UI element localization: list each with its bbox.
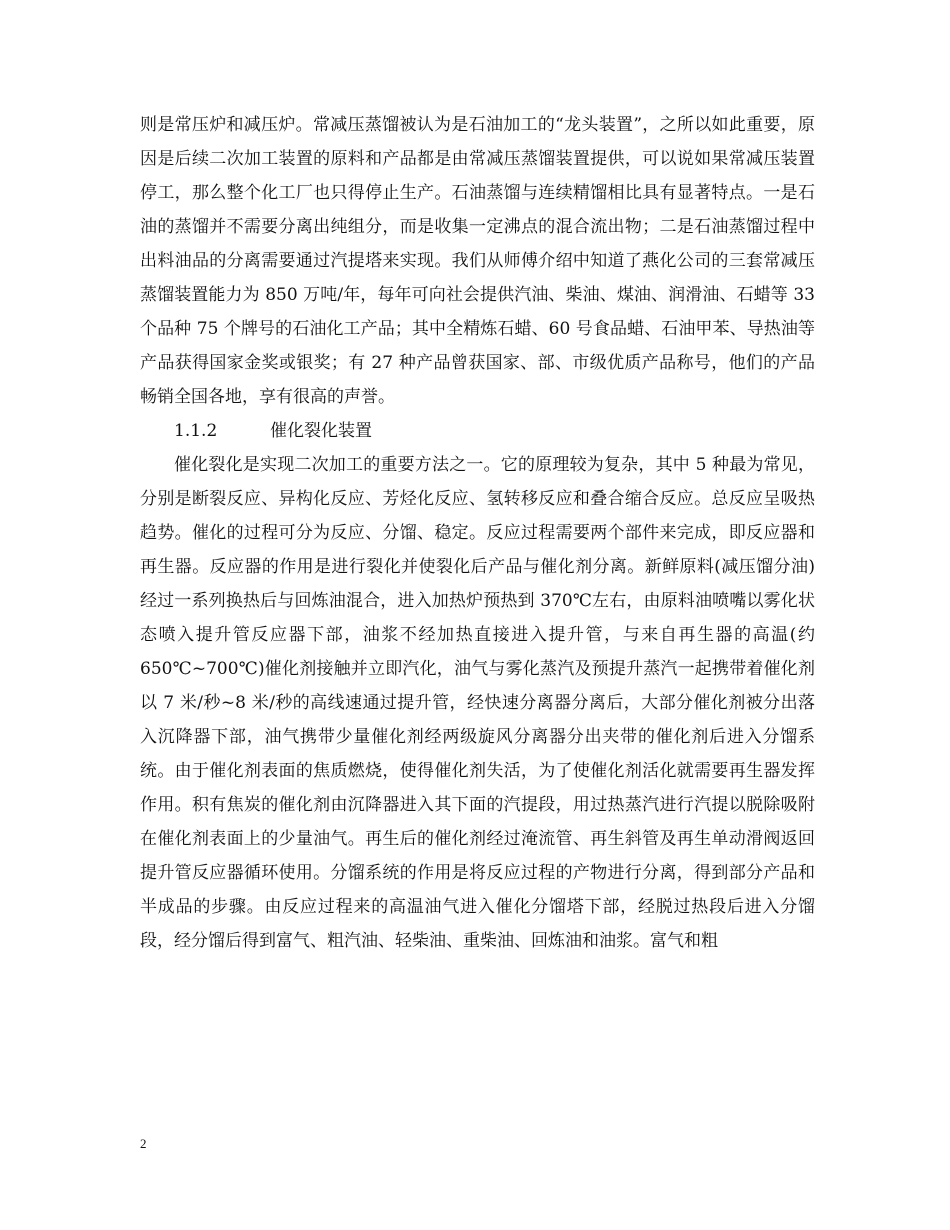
- section-title: 催化裂化装置: [270, 421, 372, 441]
- paragraph-distillation: 则是常压炉和减压炉。常减压蒸馏被认为是石油加工的“龙头装置”，之所以如此重要，原因是后续二次加工装置的原料和产品都是由常减压蒸馏装置提供，可以说如果常减压装置停工，那么整个化工厂也只得停止生产。石油蒸馏与连续精馏相比具有显著特点。一是石油的蒸馏并不需要分离出纯组分，而是收集一定沸点的混合流出物；二是石油蒸馏过程中出料油品的分离需要通过汽提塔来实现。我们从师傅介绍中知道了燕化公司的三套常减压蒸馏装置能力为 850 万吨/年，每年可向社会提供汽油、柴油、煤油、润滑油、石蜡等 33 个品种 75 个牌号的石油化工产品；其中全精炼石蜡、60 号食品蜡、石油甲苯、导热油等产品获得国家金奖或银奖；有 27 种产品曾获国家、部、市级优质产品称号，他们的产品畅销全国各地，享有很高的声誉。: [140, 115, 815, 407]
- page-number: 2: [140, 1136, 147, 1151]
- section-heading: [140, 414, 815, 448]
- paragraph-catalytic-cracking: 催化裂化是实现二次加工的重要方法之一。它的原理较为复杂，其中 5 种最为常见，分别是断裂反应、异构化反应、芳烃化反应、氢转移反应和叠合缩合反应。总反应呈吸热趋势。催化的过程可分为反应、分馏、稳定。反应过程需要两个部件来完成，即反应器和再生器。反应器的作用是进行裂化并使裂化后产品与催化剂分离。新鲜原料(减压馏分油)经过一系列换热后与回炼油混合，进入加热炉预热到 370℃左右，由原料油喷嘴以雾化状态喷入提升管反应器下部，油浆不经加热直接进入提升管，与来自再生器的高温(约 650℃~700℃)催化剂接触并立即汽化，油气与雾化蒸汽及预提升蒸汽一起携带着催化剂以 7 米/秒~8 米/秒的高线速通过提升管，经快速分离器分离后，大部分催化剂被分出落入沉降器下部，油气携带少量催化剂经两级旋风分离器分出夹带的催化剂后进入分馏系统。由于催化剂表面的焦质燃烧，使得催化剂失活，为了使催化剂活化就需要再生器发挥作用。积有焦炭的催化剂由沉降器进入其下面的汽提段，用过热蒸汽进行汽提以脱除吸附在催化剂表面上的少量油气。再生后的催化剂经过淹流管、再生斜管及再生单动滑阀返回提升管反应器循环使用。分馏系统的作用是将反应过程的产物进行分离，得到部分产品和半成品的步骤。由反应过程来的高温油气进入催化分馏塔下部，经脱过热段后进入分馏段，经分馏后得到富气、粗汽油、轻柴油、重柴油、回炼油和油浆。富气和粗: [140, 455, 815, 951]
- document-body: [140, 108, 815, 958]
- section-number: 1.1.2: [174, 421, 218, 441]
